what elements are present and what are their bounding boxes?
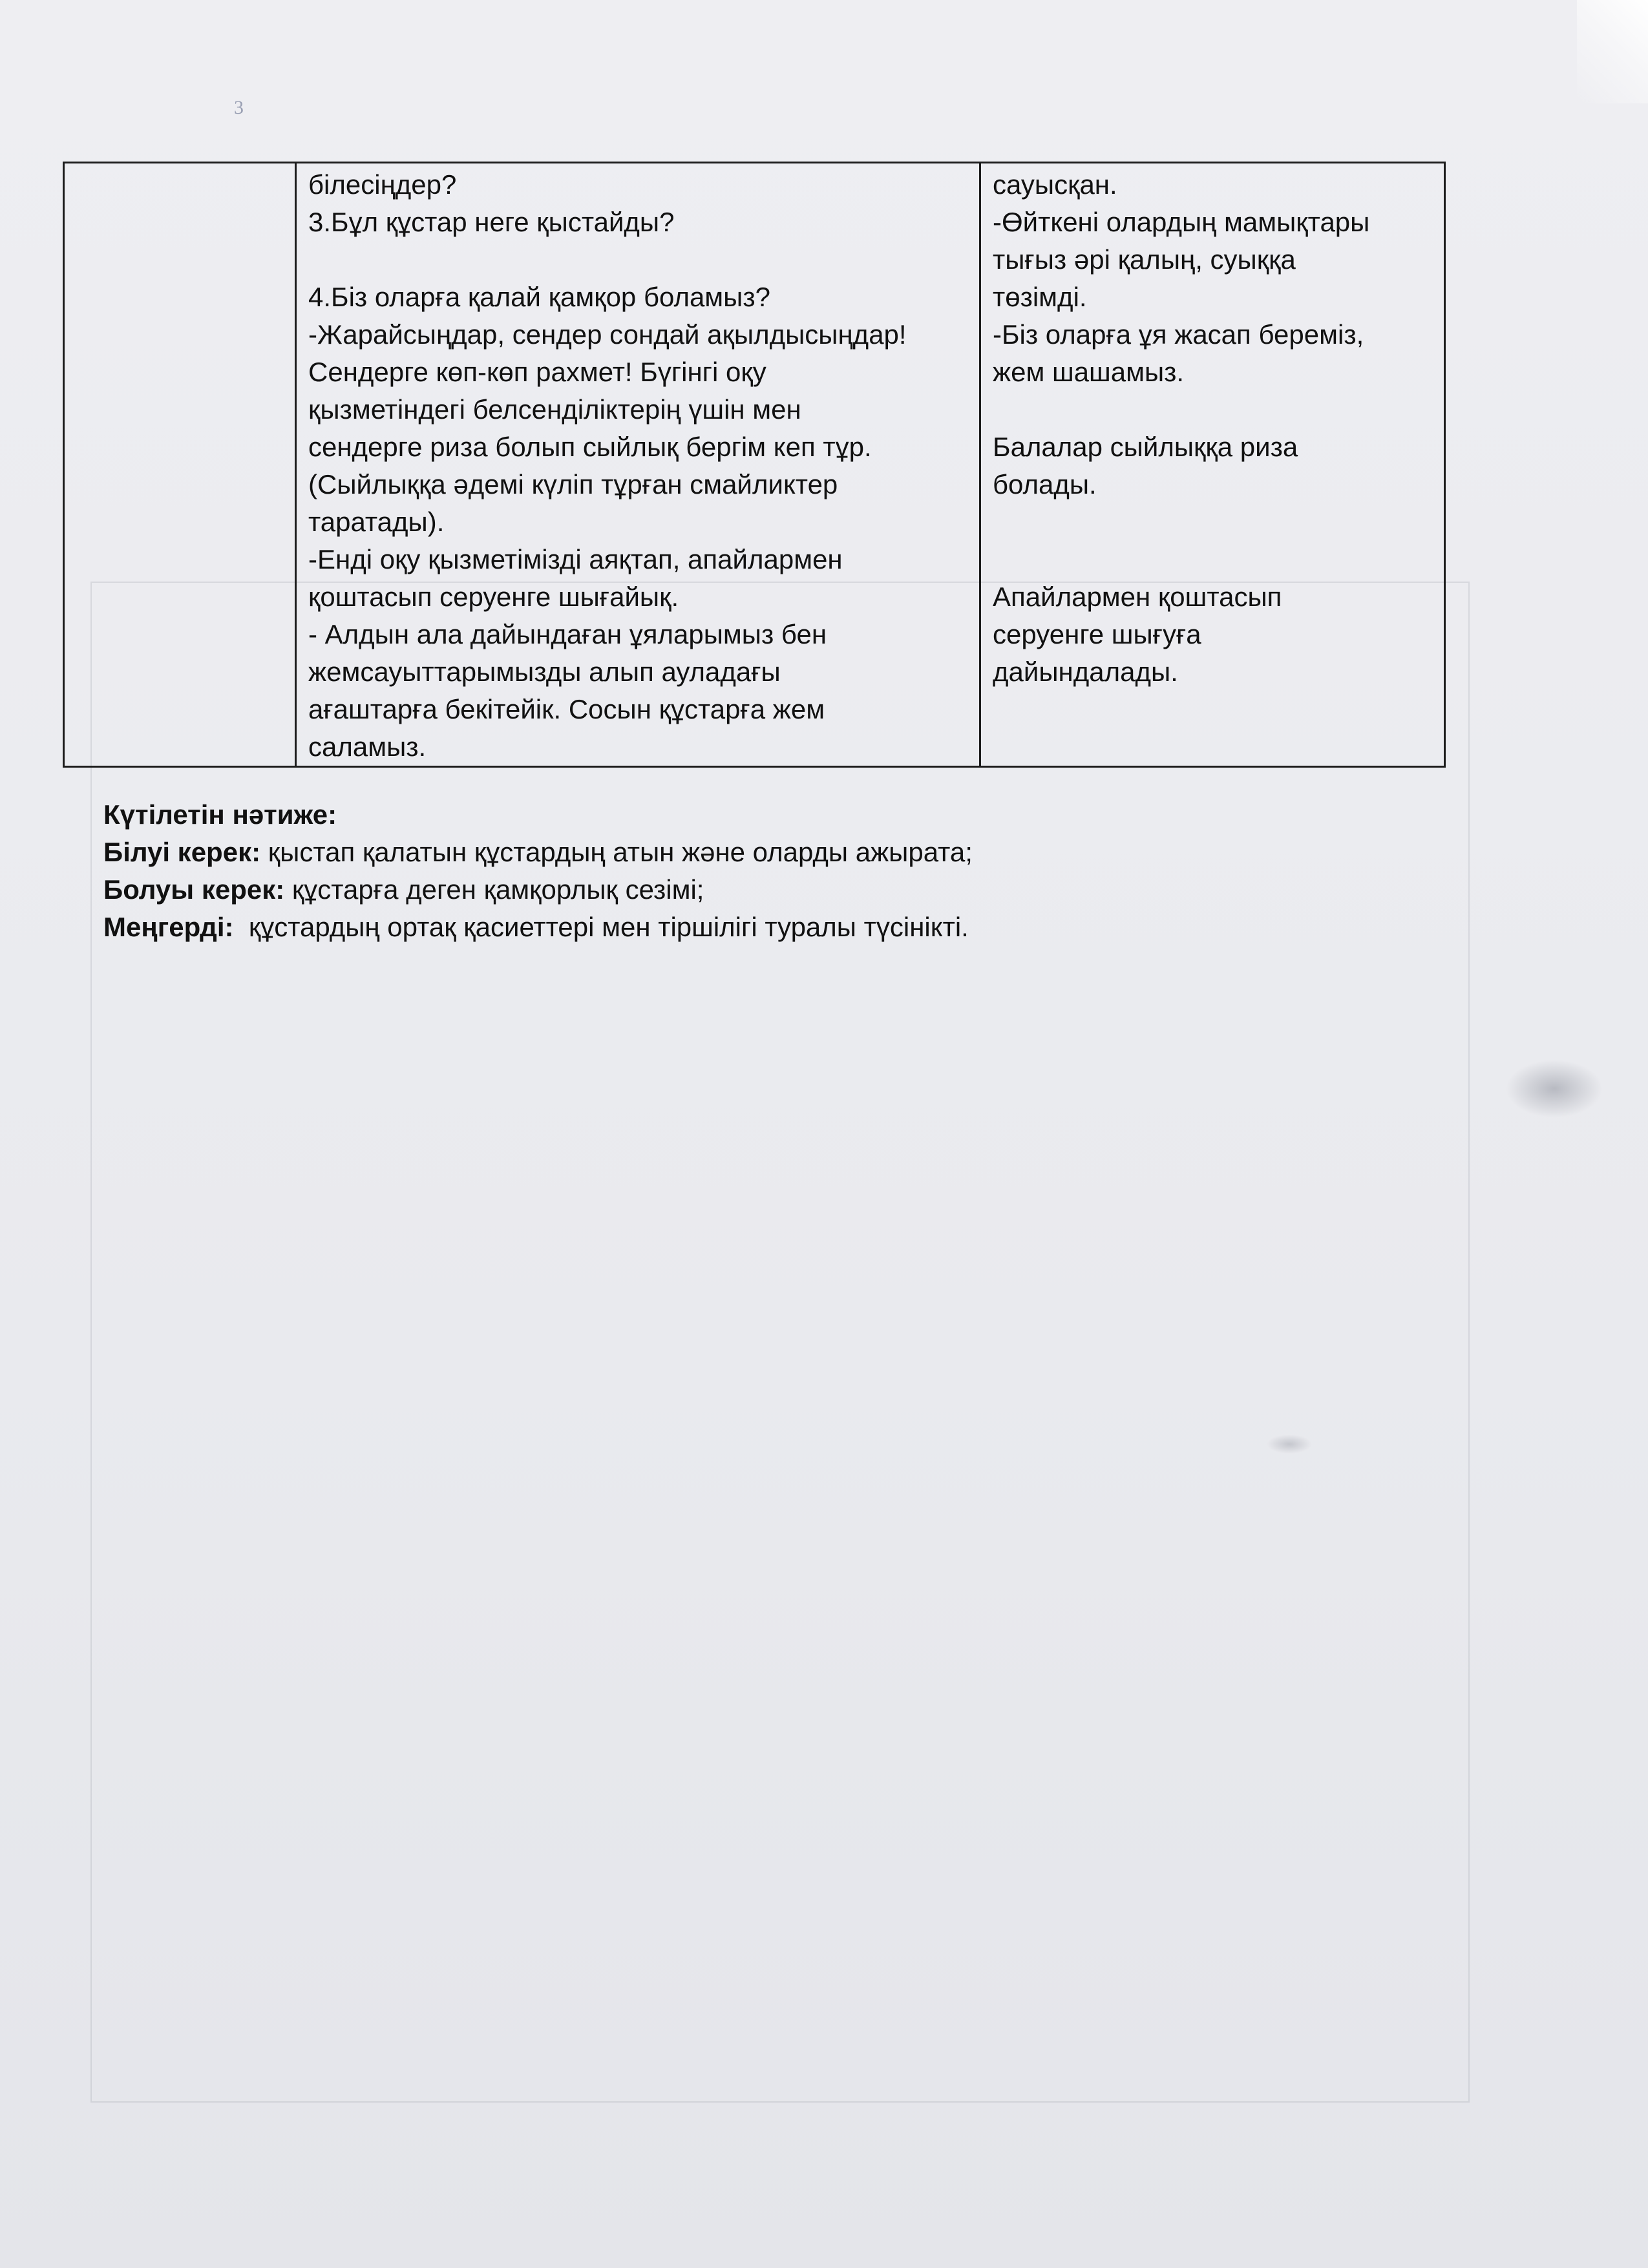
text-line: -Біз оларға ұя жасап береміз,: [993, 319, 1364, 350]
page-number: 3: [234, 97, 244, 118]
text-line: Балалар сыйлыққа риза: [993, 432, 1298, 462]
blank-line: [993, 541, 1432, 578]
result-label: Меңгерді:: [103, 912, 234, 942]
text-line: таратады).: [308, 507, 445, 537]
smudge-mark: [1506, 1060, 1603, 1118]
text-line: -Өйткені олардың мамықтары: [993, 207, 1370, 237]
text-line: білесіңдер?: [308, 169, 457, 200]
text-line: сендерге риза болып сыйлық бергім кеп тұр.: [308, 432, 872, 462]
result-text: құстардың ортақ қасиеттері мен тіршілігі туралы түсінікті.: [233, 912, 969, 942]
text-line: серуенге шығуға: [993, 619, 1201, 649]
text-line: -Енді оқу қызметімізді аяқтап, апайлармен: [308, 544, 843, 574]
text-line: сауысқан.: [993, 169, 1117, 200]
blank-line: [308, 241, 967, 278]
stage-cell: [64, 163, 296, 767]
expected-results: [103, 796, 973, 946]
text-line: Апайлармен қоштасып: [993, 582, 1282, 612]
result-text: қыстап қалатын құстардың атын және оларды ажырата;: [260, 837, 973, 867]
lesson-table: [63, 162, 1446, 768]
text-line: (Сыйлыққа әдемі күліп тұрған смайликтер: [308, 469, 838, 499]
blank-line: [993, 503, 1432, 541]
result-item: [103, 871, 973, 908]
text-line: - Алдын ала дайындаған ұяларымыз бен: [308, 619, 827, 649]
child-activity-cell: [980, 163, 1445, 767]
text-line: 3.Бұл құстар неге қыстайды?: [308, 207, 675, 237]
text-line: дайындалады.: [993, 656, 1178, 687]
teacher-activity-cell: [296, 163, 980, 767]
text-line: саламыз.: [308, 731, 427, 762]
text-line: төзімді.: [993, 282, 1087, 312]
result-text: құстарға деген қамқорлық сезімі;: [284, 874, 704, 905]
text-line: тығыз әрі қалың, суыққа: [993, 244, 1296, 275]
blank-line: [993, 391, 1432, 428]
result-item: [103, 834, 973, 871]
text-line: 4.Біз оларға қалай қамқор боламыз?: [308, 282, 770, 312]
results-heading: Күтілетін нәтиже:: [103, 799, 337, 830]
folded-corner: [1577, 0, 1648, 103]
result-label: Болуы керек:: [103, 874, 285, 905]
text-line: Сендерге көп-көп рахмет! Бүгінгі оқу: [308, 357, 766, 387]
text-line: ағаштарға бекітейік. Сосын құстарға жем: [308, 694, 825, 724]
smudge-mark: [1267, 1434, 1312, 1454]
text-line: қоштасып серуенге шығайық.: [308, 582, 679, 612]
text-line: жемсауыттарымызды алып ауладағы: [308, 656, 781, 687]
text-line: жем шашамыз.: [993, 357, 1185, 387]
text-line: болады.: [993, 469, 1097, 499]
text-line: -Жарайсыңдар, сендер сондай ақылдысыңдар!: [308, 319, 907, 350]
text-line: қызметіндегі белсенділіктерің үшін мен: [308, 394, 801, 425]
table-row: [64, 163, 1445, 767]
result-label: Білуі керек:: [103, 837, 261, 867]
result-item: [103, 908, 973, 946]
